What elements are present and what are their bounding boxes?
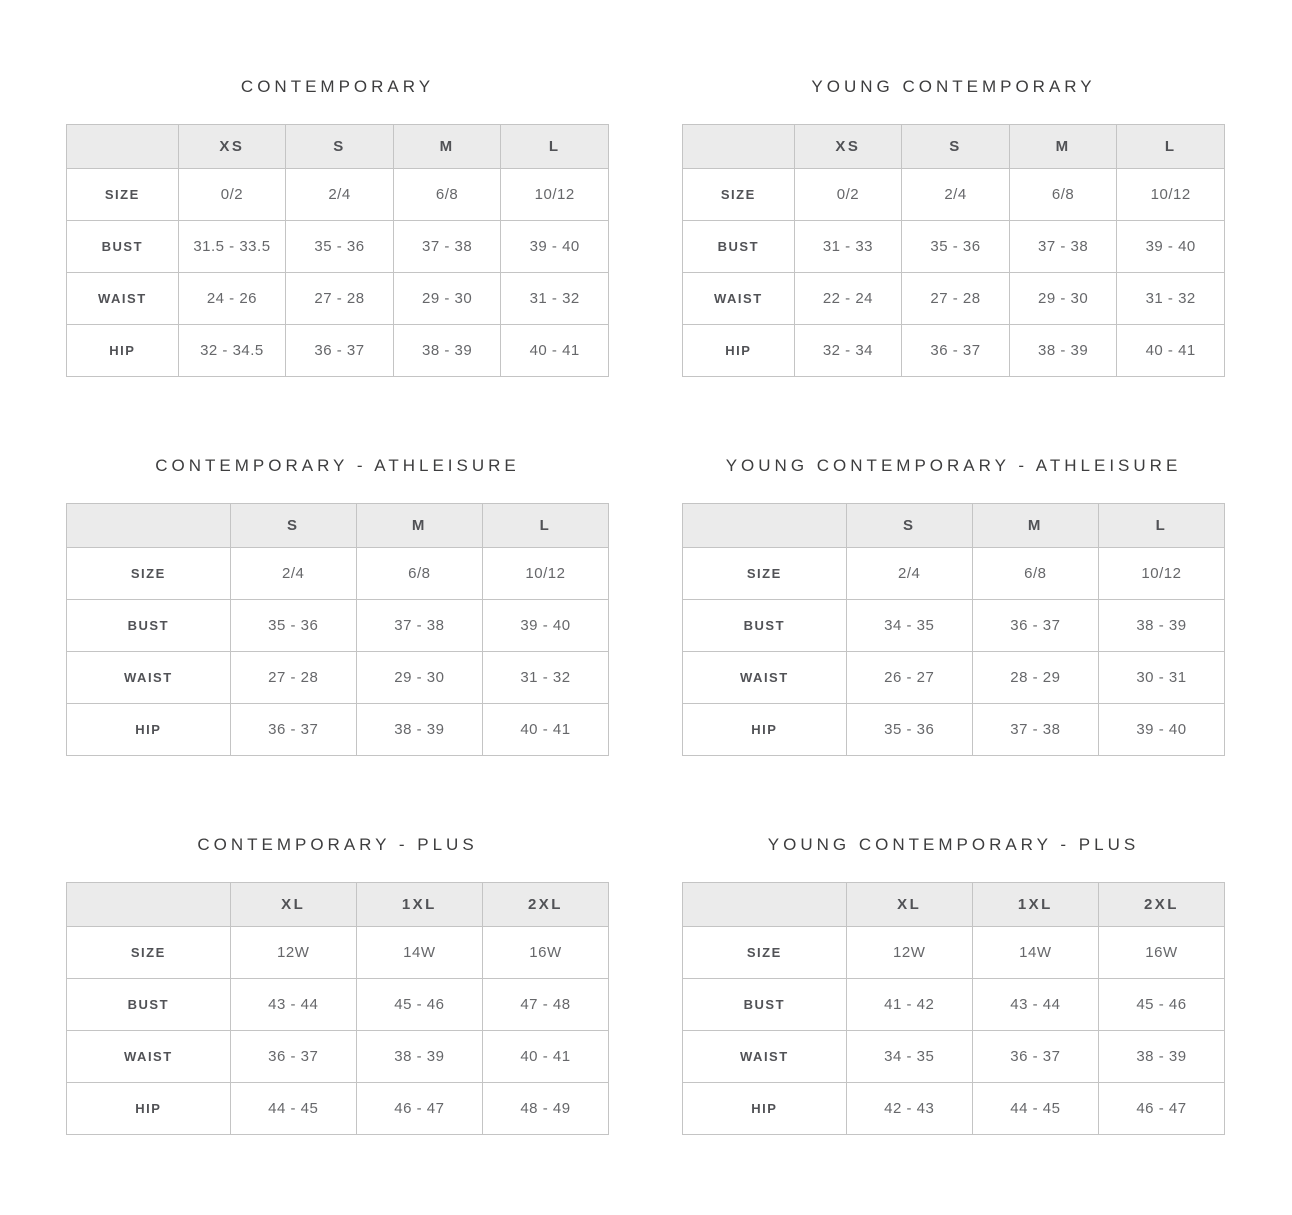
section-contemporary-plus [66, 836, 609, 1135]
size-chart-title: YOUNG CONTEMPORARY [811, 77, 1096, 96]
measurement-label: HIP [67, 325, 179, 377]
measurement-row [67, 704, 609, 756]
section-contemporary [66, 78, 609, 377]
measurement-label: SIZE [683, 548, 847, 600]
measurement-value: 28 - 29 [972, 652, 1098, 704]
size-column-header: 2XL [1098, 883, 1224, 927]
measurement-label: WAIST [67, 1031, 231, 1083]
measurement-value: 38 - 39 [393, 325, 501, 377]
size-chart-table-contemporary-athleisure [66, 503, 609, 756]
size-chart-title: CONTEMPORARY - ATHLEISURE [155, 456, 520, 475]
measurement-value: 36 - 37 [902, 325, 1010, 377]
measurement-value: 36 - 37 [286, 325, 394, 377]
measurement-value: 30 - 31 [1098, 652, 1224, 704]
measurement-value: 0/2 [178, 169, 286, 221]
measurement-value: 16W [1098, 927, 1224, 979]
size-column-header: L [1117, 125, 1225, 169]
measurement-label: HIP [67, 1083, 231, 1135]
column-header-row [683, 504, 1225, 548]
size-column-header: XS [178, 125, 286, 169]
size-column-header: XS [794, 125, 902, 169]
measurement-value: 29 - 30 [1009, 273, 1117, 325]
section-young-contemporary [682, 78, 1225, 377]
measurement-value: 38 - 39 [1098, 600, 1224, 652]
size-column-header: M [972, 504, 1098, 548]
measurement-value: 44 - 45 [972, 1083, 1098, 1135]
measurement-value: 41 - 42 [846, 979, 972, 1031]
measurement-value: 36 - 37 [230, 1031, 356, 1083]
measurement-value: 6/8 [972, 548, 1098, 600]
size-column-header: L [1098, 504, 1224, 548]
size-column-header: XL [230, 883, 356, 927]
size-column-header: S [846, 504, 972, 548]
size-column-header: M [393, 125, 501, 169]
measurement-label: SIZE [67, 169, 179, 221]
measurement-value: 46 - 47 [356, 1083, 482, 1135]
measurement-label: SIZE [683, 169, 795, 221]
size-chart-title: YOUNG CONTEMPORARY - ATHLEISURE [725, 456, 1182, 475]
measurement-value: 38 - 39 [356, 704, 482, 756]
measurement-value: 10/12 [482, 548, 608, 600]
measurement-value: 12W [230, 927, 356, 979]
size-chart-table-young-contemporary [682, 124, 1225, 377]
corner-cell [67, 125, 179, 169]
measurement-value: 39 - 40 [482, 600, 608, 652]
measurement-row [683, 927, 1225, 979]
measurement-value: 22 - 24 [794, 273, 902, 325]
measurement-value: 14W [972, 927, 1098, 979]
measurement-value: 44 - 45 [230, 1083, 356, 1135]
measurement-value: 35 - 36 [846, 704, 972, 756]
measurement-label: SIZE [683, 927, 847, 979]
measurement-row [683, 221, 1225, 273]
measurement-value: 31 - 33 [794, 221, 902, 273]
column-header-row [67, 504, 609, 548]
measurement-row [683, 600, 1225, 652]
measurement-row [683, 704, 1225, 756]
size-chart-title: CONTEMPORARY - PLUS [197, 835, 478, 854]
corner-cell [67, 883, 231, 927]
measurement-row [67, 169, 609, 221]
measurement-label: WAIST [683, 652, 847, 704]
size-chart-table-young-contemporary-athleisure [682, 503, 1225, 756]
measurement-value: 40 - 41 [1117, 325, 1225, 377]
measurement-value: 42 - 43 [846, 1083, 972, 1135]
measurement-value: 38 - 39 [1098, 1031, 1224, 1083]
measurement-value: 2/4 [286, 169, 394, 221]
measurement-value: 31 - 32 [501, 273, 609, 325]
measurement-label: BUST [683, 600, 847, 652]
measurement-value: 46 - 47 [1098, 1083, 1224, 1135]
measurement-label: BUST [67, 979, 231, 1031]
measurement-row [67, 1031, 609, 1083]
measurement-label: BUST [683, 979, 847, 1031]
size-column-header: L [482, 504, 608, 548]
measurement-value: 2/4 [902, 169, 1010, 221]
measurement-value: 29 - 30 [356, 652, 482, 704]
measurement-value: 31 - 32 [1117, 273, 1225, 325]
measurement-value: 38 - 39 [356, 1031, 482, 1083]
measurement-label: SIZE [67, 548, 231, 600]
measurement-row [683, 273, 1225, 325]
measurement-value: 26 - 27 [846, 652, 972, 704]
size-column-header: L [501, 125, 609, 169]
measurement-row [67, 652, 609, 704]
measurement-value: 6/8 [1009, 169, 1117, 221]
measurement-value: 36 - 37 [230, 704, 356, 756]
section-young-contemporary-plus [682, 836, 1225, 1135]
corner-cell [683, 883, 847, 927]
measurement-value: 29 - 30 [393, 273, 501, 325]
measurement-value: 43 - 44 [972, 979, 1098, 1031]
measurement-value: 39 - 40 [501, 221, 609, 273]
measurement-row [67, 221, 609, 273]
measurement-row [683, 548, 1225, 600]
measurement-row [67, 1083, 609, 1135]
corner-cell [67, 504, 231, 548]
measurement-value: 39 - 40 [1117, 221, 1225, 273]
corner-cell [683, 504, 847, 548]
corner-cell [683, 125, 795, 169]
size-charts-grid [66, 78, 1225, 1215]
column-header-row [67, 883, 609, 927]
measurement-value: 45 - 46 [1098, 979, 1224, 1031]
measurement-label: HIP [67, 704, 231, 756]
size-column-header: M [356, 504, 482, 548]
measurement-value: 2/4 [230, 548, 356, 600]
measurement-value: 37 - 38 [393, 221, 501, 273]
measurement-value: 24 - 26 [178, 273, 286, 325]
size-column-header: 1XL [356, 883, 482, 927]
measurement-label: HIP [683, 325, 795, 377]
measurement-value: 10/12 [1098, 548, 1224, 600]
measurement-value: 0/2 [794, 169, 902, 221]
section-contemporary-athleisure [66, 457, 609, 756]
measurement-label: WAIST [67, 273, 179, 325]
measurement-row [67, 548, 609, 600]
column-header-row [683, 883, 1225, 927]
measurement-label: BUST [67, 221, 179, 273]
measurement-value: 34 - 35 [846, 1031, 972, 1083]
column-header-row [67, 125, 609, 169]
measurement-value: 27 - 28 [286, 273, 394, 325]
size-column-header: M [1009, 125, 1117, 169]
measurement-value: 10/12 [501, 169, 609, 221]
measurement-row [67, 273, 609, 325]
measurement-value: 38 - 39 [1009, 325, 1117, 377]
measurement-value: 31 - 32 [482, 652, 608, 704]
measurement-value: 35 - 36 [230, 600, 356, 652]
measurement-value: 16W [482, 927, 608, 979]
measurement-row [683, 1083, 1225, 1135]
measurement-value: 48 - 49 [482, 1083, 608, 1135]
measurement-row [67, 927, 609, 979]
size-column-header: S [286, 125, 394, 169]
measurement-label: HIP [683, 704, 847, 756]
measurement-value: 39 - 40 [1098, 704, 1224, 756]
measurement-value: 2/4 [846, 548, 972, 600]
measurement-row [683, 652, 1225, 704]
measurement-value: 6/8 [356, 548, 482, 600]
measurement-value: 37 - 38 [1009, 221, 1117, 273]
size-chart-table-contemporary-plus [66, 882, 609, 1135]
size-chart-title: YOUNG CONTEMPORARY - PLUS [767, 835, 1140, 854]
measurement-row [683, 1031, 1225, 1083]
measurement-label: WAIST [67, 652, 231, 704]
measurement-label: HIP [683, 1083, 847, 1135]
measurement-label: WAIST [683, 273, 795, 325]
measurement-label: BUST [683, 221, 795, 273]
measurement-row [683, 325, 1225, 377]
size-chart-table-contemporary [66, 124, 609, 377]
size-column-header: S [902, 125, 1010, 169]
column-header-row [683, 125, 1225, 169]
measurement-value: 27 - 28 [230, 652, 356, 704]
measurement-value: 40 - 41 [482, 1031, 608, 1083]
measurement-value: 27 - 28 [902, 273, 1010, 325]
measurement-value: 40 - 41 [482, 704, 608, 756]
measurement-value: 14W [356, 927, 482, 979]
measurement-row [683, 979, 1225, 1031]
size-chart-table-young-contemporary-plus [682, 882, 1225, 1135]
measurement-label: BUST [67, 600, 231, 652]
measurement-value: 40 - 41 [501, 325, 609, 377]
size-chart-title: CONTEMPORARY [240, 77, 435, 96]
measurement-row [67, 325, 609, 377]
section-young-contemporary-athleisure [682, 457, 1225, 756]
measurement-value: 45 - 46 [356, 979, 482, 1031]
measurement-value: 31.5 - 33.5 [178, 221, 286, 273]
measurement-value: 32 - 34 [794, 325, 902, 377]
measurement-row [67, 600, 609, 652]
measurement-value: 12W [846, 927, 972, 979]
measurement-value: 36 - 37 [972, 600, 1098, 652]
size-column-header: S [230, 504, 356, 548]
measurement-value: 34 - 35 [846, 600, 972, 652]
measurement-value: 47 - 48 [482, 979, 608, 1031]
size-column-header: 1XL [972, 883, 1098, 927]
size-column-header: XL [846, 883, 972, 927]
measurement-value: 43 - 44 [230, 979, 356, 1031]
measurement-value: 6/8 [393, 169, 501, 221]
measurement-value: 10/12 [1117, 169, 1225, 221]
measurement-value: 32 - 34.5 [178, 325, 286, 377]
measurement-row [683, 169, 1225, 221]
measurement-value: 35 - 36 [902, 221, 1010, 273]
measurement-value: 36 - 37 [972, 1031, 1098, 1083]
measurement-row [67, 979, 609, 1031]
measurement-label: SIZE [67, 927, 231, 979]
measurement-label: WAIST [683, 1031, 847, 1083]
size-column-header: 2XL [482, 883, 608, 927]
measurement-value: 35 - 36 [286, 221, 394, 273]
measurement-value: 37 - 38 [972, 704, 1098, 756]
measurement-value: 37 - 38 [356, 600, 482, 652]
